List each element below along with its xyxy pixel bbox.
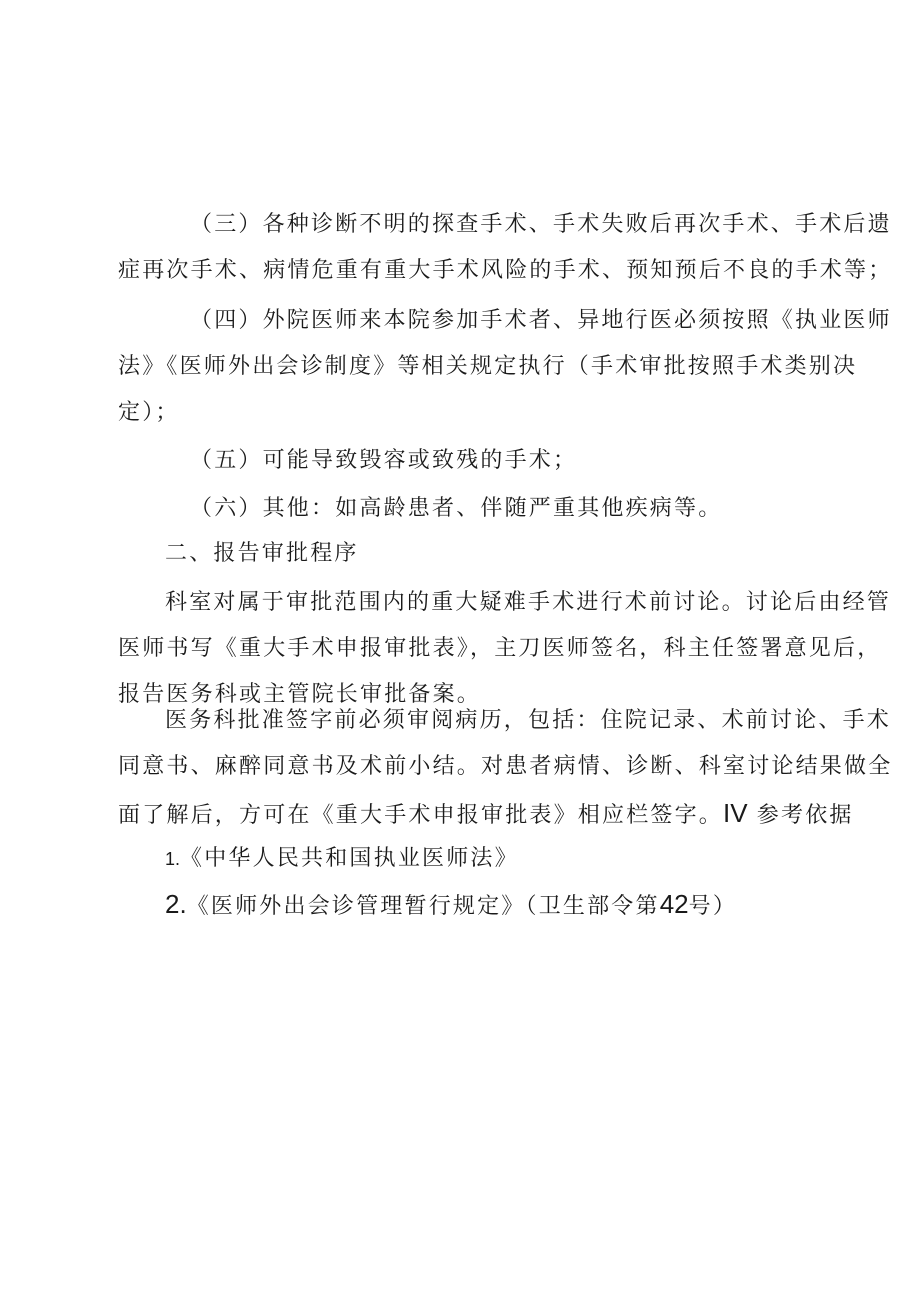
section-heading-references: 参考依据: [756, 803, 854, 828]
text-line: 报告医务科或主管院长审批备案。: [118, 682, 482, 707]
text-line: （五）可能导致毁容或致残的手术；: [190, 448, 578, 473]
reference-title-suffix: 号）: [688, 894, 738, 919]
text-line: 医师书写《重大手术申报审批表》，主刀医师签名，科主任签署意见后，: [118, 636, 882, 661]
heading-text: 二、报告审批程序: [165, 541, 359, 566]
text-line: 科室对属于审批范围内的重大疑难手术进行术前讨论。讨论后由经管: [165, 590, 892, 615]
text-line: 同意书、麻醉同意书及术前小结。对患者病情、诊断、科室讨论结果做全: [118, 754, 893, 779]
text-line: 医务科批准签字前必须审阅病历，包括：住院记录、术前讨论、手术: [165, 708, 892, 733]
paragraph-review-requirements: [0, 698, 920, 836]
reference-line: [0, 881, 920, 927]
text-line: [0, 790, 920, 836]
roman-numeral: IV: [723, 798, 748, 828]
order-number: 42: [659, 889, 689, 919]
reference-number: 2.: [165, 889, 187, 919]
reference-number: 1.: [165, 849, 181, 869]
reference-title: 《医师外出会诊管理暂行规定》（卫生部令第: [186, 894, 660, 919]
reference-item-1: [0, 836, 920, 882]
text-line: 法》《医师外出会诊制度》等相关规定执行（手术审批按照手术类别决: [118, 354, 858, 379]
reference-line: [0, 836, 920, 882]
text-line: （四）外院医师来本院参加手术者、异地行医必须按照《执业医师: [190, 308, 892, 333]
paragraph-item-6: [0, 486, 920, 532]
text-segment: 面了解后，方可在《重大手术申报审批表》相应栏签字。: [118, 803, 724, 828]
paragraph-item-5: [0, 438, 920, 484]
paragraph-item-4: [0, 298, 920, 436]
paragraph-item-3: [0, 202, 920, 294]
text-line: 症再次手术、病情危重有重大手术风险的手术、预知预后不良的手术等；: [118, 258, 893, 283]
text-line: （六）其他：如高龄患者、伴随严重其他疾病等。: [190, 496, 723, 521]
text-line: 定）；: [118, 400, 180, 425]
reference-item-2: [0, 881, 920, 927]
section-heading: [0, 531, 920, 577]
text-line: （三）各种诊断不明的探查手术、手术失败后再次手术、手术后遗: [190, 212, 892, 237]
reference-title: 《中华人民共和国执业医师法》: [180, 846, 519, 871]
